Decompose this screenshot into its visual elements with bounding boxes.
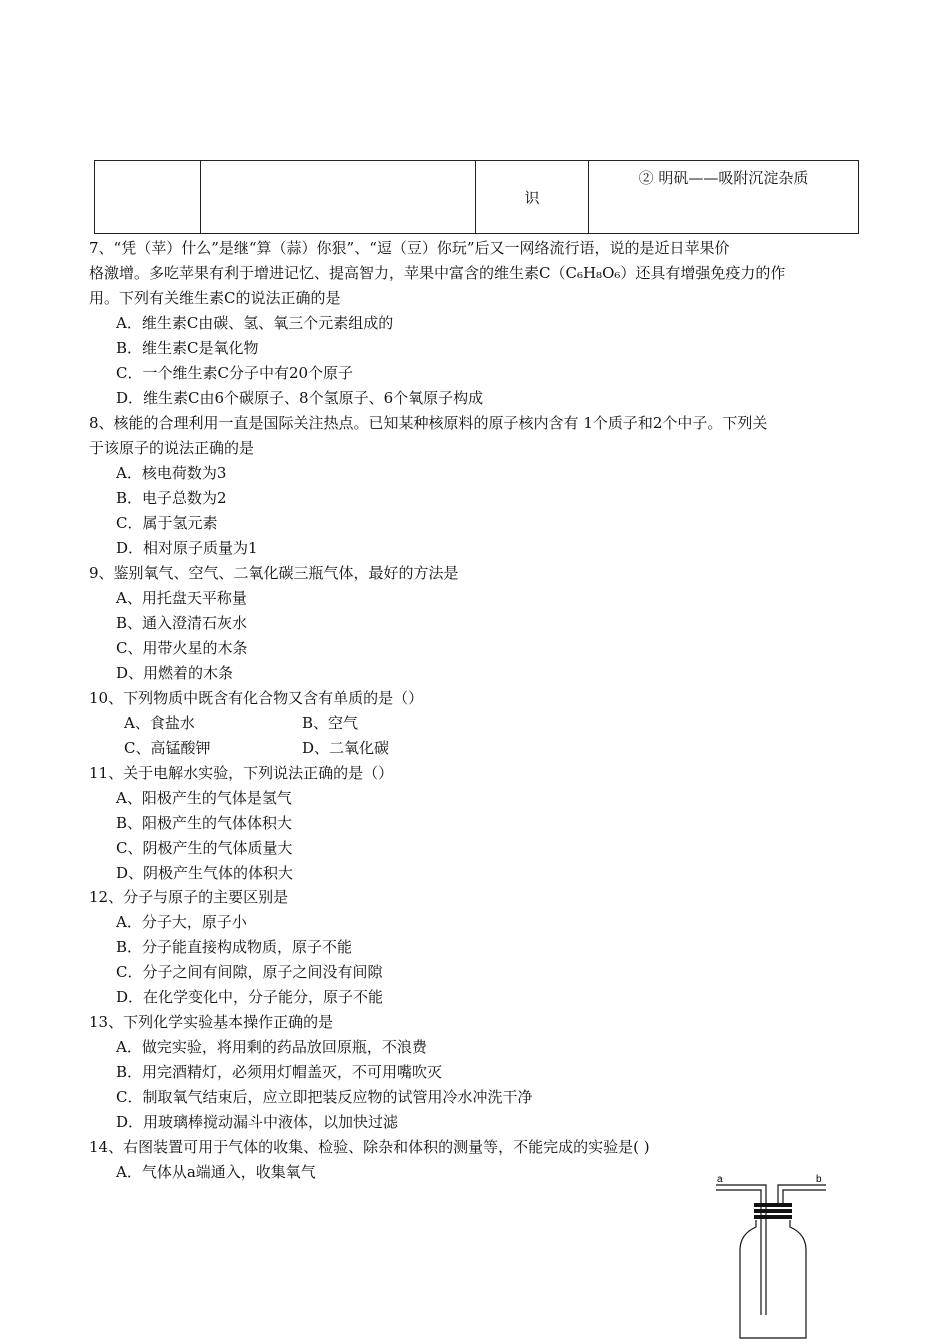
option-a: A．核电荷数为3 bbox=[116, 464, 227, 482]
question-stem: 12、分子与原子的主要区别是 bbox=[89, 888, 289, 906]
question-12 bbox=[89, 885, 864, 1010]
question-stem: 于该原子的说法正确的是 bbox=[89, 439, 255, 457]
option-a: A、阳极产生的气体是氢气 bbox=[116, 789, 292, 807]
option-b: B．分子能直接构成物质，原子不能 bbox=[116, 938, 353, 956]
option-b: B、阳极产生的气体体积大 bbox=[116, 814, 293, 832]
table-cell bbox=[95, 161, 201, 234]
option-d: D．用玻璃棒搅动漏斗中液体，以加快过滤 bbox=[116, 1113, 399, 1131]
option-c: C．制取氧气结束后，应立即把装反应物的试管用冷水冲洗干净 bbox=[116, 1088, 533, 1106]
option-d: D、用燃着的木条 bbox=[116, 664, 234, 682]
label-b: b bbox=[816, 1174, 822, 1185]
question-10 bbox=[89, 686, 864, 761]
option-b: B．维生素C是氧化物 bbox=[116, 339, 259, 357]
question-stem: 9、鉴别氧气、空气、二氧化碳三瓶气体，最好的方法是 bbox=[89, 564, 459, 582]
bottle bbox=[740, 1220, 806, 1338]
option-row bbox=[89, 711, 864, 736]
option-a: A、用托盘天平称量 bbox=[116, 589, 247, 607]
question-8 bbox=[89, 411, 864, 561]
option-a: A．维生素C由碳、氢、氧三个元素组成的 bbox=[116, 314, 394, 332]
question-stem: 7、“凭（苹）什么”是继“算（蒜）你狠”、“逗（豆）你玩”后又一网络流行语，说的是近日苹果价 bbox=[89, 239, 730, 257]
option-row bbox=[89, 736, 864, 761]
table-row bbox=[95, 161, 859, 234]
question-13 bbox=[89, 1010, 864, 1135]
option-c: C．一个维生素C分子中有20个原子 bbox=[116, 364, 354, 382]
option-b: B、空气 bbox=[302, 714, 359, 732]
option-c: C、用带火星的木条 bbox=[116, 639, 248, 657]
option-c: C、阴极产生的气体质量大 bbox=[116, 839, 293, 857]
option-d: D．相对原子质量为1 bbox=[116, 539, 258, 557]
question-9 bbox=[89, 561, 864, 686]
top-table bbox=[94, 160, 859, 234]
option-d: D．维生素C由6个碳原子、8个氢原子、6个氧原子构成 bbox=[116, 389, 484, 407]
question-11 bbox=[89, 761, 864, 886]
question-stem: 10、下列物质中既含有化合物又含有单质的是（） bbox=[89, 689, 424, 707]
option-d: D、二氧化碳 bbox=[302, 739, 390, 757]
table-cell: ② 明矾——吸附沉淀杂质 bbox=[589, 161, 859, 234]
gas-bottle-diagram bbox=[710, 1170, 840, 1340]
option-d: D．在化学变化中，分子能分，原子不能 bbox=[116, 988, 384, 1006]
option-a: A．分子大，原子小 bbox=[116, 913, 247, 931]
option-c: C、高锰酸钾 bbox=[124, 739, 211, 757]
option-b: B、通入澄清石灰水 bbox=[116, 614, 248, 632]
question-stem: 13、下列化学实验基本操作正确的是 bbox=[89, 1013, 334, 1031]
option-b: B．用完酒精灯，必须用灯帽盖灭，不可用嘴吹灭 bbox=[116, 1063, 443, 1081]
table-cell bbox=[201, 161, 476, 234]
table-cell: 识 bbox=[476, 161, 589, 234]
stopper bbox=[754, 1203, 792, 1219]
outlet-tube-b bbox=[778, 1185, 826, 1204]
label-a: a bbox=[717, 1174, 723, 1185]
option-a: A、食盐水 bbox=[124, 714, 195, 732]
question-stem: 8、核能的合理利用一直是国际关注热点。已知某种核原料的原子核内含有 1个质子和2个中子。下列关 bbox=[89, 414, 768, 432]
question-stem: 用。下列有关维生素C的说法正确的是 bbox=[89, 289, 341, 307]
question-stem: 格激增。多吃苹果有利于增进记忆、提高智力，苹果中富含的维生素C（C₆H₈O₆）还具有增强免疫力的作 bbox=[89, 264, 786, 282]
question-7 bbox=[89, 236, 864, 411]
question-stem: 14、右图装置可用于气体的收集、检验、除杂和体积的测量等，不能完成的实验是( ) bbox=[89, 1138, 650, 1156]
option-c: C．分子之间有间隙，原子之间没有间隙 bbox=[116, 963, 383, 981]
option-d: D、阴极产生气体的体积大 bbox=[116, 864, 294, 882]
option-b: B．电子总数为2 bbox=[116, 489, 227, 507]
option-c: C．属于氢元素 bbox=[116, 514, 218, 532]
question-stem: 11、关于电解水实验，下列说法正确的是（） bbox=[89, 764, 394, 782]
option-a: A．做完实验，将用剩的药品放回原瓶，不浪费 bbox=[116, 1038, 427, 1056]
option-a: A．气体从a端通入，收集氧气 bbox=[116, 1163, 316, 1181]
